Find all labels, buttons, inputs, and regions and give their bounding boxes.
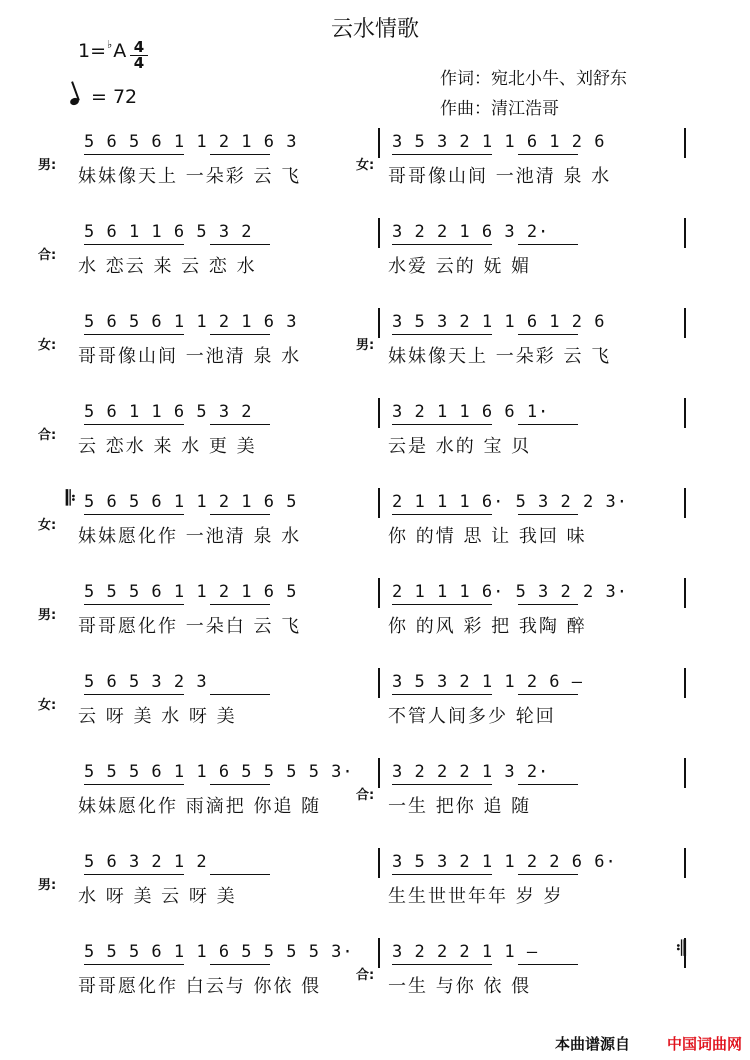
measure-notes-a: 5 5 5 6 1 1 2 1 6 5 — [84, 582, 298, 602]
measure-notes-b: 3 5 3 2 1 1 6 1 2 6 — [392, 132, 606, 152]
beam-b — [392, 784, 492, 785]
composer-credit: 作曲：清江浩哥 — [440, 99, 559, 119]
beam-a — [84, 244, 184, 245]
measure-notes-a: 5 6 5 6 1 1 2 1 6 5 — [84, 492, 298, 512]
lyrics-line-a: 哥哥像山间 一池清 泉 水 — [78, 346, 302, 367]
lyrics-line-a: 水 呀 美 云 呀 美 — [78, 886, 237, 907]
beam-b2 — [518, 424, 578, 425]
beam-b2 — [518, 244, 578, 245]
beam-b2 — [518, 604, 578, 605]
barline-middle — [378, 398, 380, 428]
key-note: A — [113, 40, 127, 62]
beam-b — [392, 244, 492, 245]
singer-role-a: 男: — [38, 158, 57, 173]
lyrics-line-a: 云 呀 美 水 呀 美 — [78, 706, 237, 727]
time-denominator: 4 — [130, 55, 148, 71]
barline-end — [684, 398, 686, 428]
lyrics-line-b: 你 的风 彩 把 我陶 醉 — [388, 616, 587, 637]
singer-role-a: 女: — [38, 518, 57, 533]
lyrics-line-a: 哥哥愿化作 一朵白 云 飞 — [78, 616, 302, 637]
repeat-end-icon: 𝄇 — [676, 936, 686, 960]
quarter-note-icon — [69, 97, 80, 107]
beam-a2 — [210, 424, 270, 425]
measure-notes-a: 5 6 1 1 6 5 3 2 — [84, 222, 253, 242]
measure-notes-b: 3 5 3 2 1 1 6 1 2 6 — [392, 312, 606, 332]
tempo-marking — [70, 86, 137, 108]
barline-end — [684, 578, 686, 608]
barline-end — [684, 308, 686, 338]
measure-notes-b: 3 2 2 2 1 1 — — [392, 942, 539, 962]
measure-notes-b: 2 1 1 1 6· 5 3 2 2 3· — [392, 582, 628, 602]
tempo-value: = 72 — [91, 86, 138, 108]
time-numerator: 4 — [133, 38, 145, 56]
barline-middle — [378, 128, 380, 158]
lyrics-line-a: 妹妹像天上 一朵彩 云 飞 — [78, 166, 302, 187]
lyrics-line-b: 哥哥像山间 一池清 泉 水 — [388, 166, 612, 187]
measure-notes-a: 5 6 3 2 1 2 — [84, 852, 208, 872]
beam-a — [84, 154, 184, 155]
measure-notes-a: 5 5 5 6 1 1 6 5 5 5 5 3· — [84, 942, 354, 962]
beam-b2 — [518, 334, 578, 335]
lyrics-line-b: 妹妹像天上 一朵彩 云 飞 — [388, 346, 612, 367]
beam-a — [84, 334, 184, 335]
singer-role-b: 合: — [356, 788, 375, 803]
beam-a2 — [210, 604, 270, 605]
source-label: 本曲谱源自 — [554, 1035, 630, 1053]
barline-middle — [378, 938, 380, 968]
key-signature — [78, 40, 126, 62]
measure-notes-b: 2 1 1 1 6· 5 3 2 2 3· — [392, 492, 628, 512]
measure-notes-b: 3 2 1 1 6 6 1· — [392, 402, 550, 422]
beam-a — [84, 424, 184, 425]
beam-a2 — [210, 694, 270, 695]
beam-a2 — [210, 514, 270, 515]
beam-b — [392, 604, 492, 605]
beam-b — [392, 964, 492, 965]
lyrics-line-a: 妹妹愿化作 一池清 泉 水 — [78, 526, 302, 547]
beam-a2 — [210, 874, 270, 875]
barline-middle — [378, 578, 380, 608]
barline-end — [684, 758, 686, 788]
beam-b2 — [518, 514, 578, 515]
beam-a2 — [210, 334, 270, 335]
repeat-start-icon: 𝄆 — [66, 486, 76, 510]
lyrics-line-b: 生生世世年年 岁 岁 — [388, 886, 564, 907]
measure-notes-a: 5 6 1 1 6 5 3 2 — [84, 402, 253, 422]
singer-role-a: 女: — [38, 338, 57, 353]
barline-end — [684, 848, 686, 878]
measure-notes-b: 3 2 2 2 1 3 2· — [392, 762, 550, 782]
barline-middle — [378, 488, 380, 518]
barline-middle — [378, 758, 380, 788]
lyrics-line-a: 妹妹愿化作 雨滴把 你追 随 — [78, 796, 322, 817]
lyrics-line-b: 一生 与你 依 偎 — [388, 976, 532, 997]
beam-b2 — [518, 154, 578, 155]
measure-notes-b: 3 5 3 2 1 1 2 6 — — [392, 672, 583, 692]
barline-end — [684, 128, 686, 158]
lyrics-line-a: 哥哥愿化作 白云与 你依 偎 — [78, 976, 322, 997]
singer-role-a: 男: — [38, 608, 57, 623]
barline-end — [684, 488, 686, 518]
measure-notes-a: 5 6 5 6 1 1 2 1 6 3 — [84, 132, 298, 152]
source-site: 中国词曲网 — [666, 1035, 742, 1053]
singer-role-b: 男: — [356, 338, 375, 353]
lyrics-line-b: 不管人间多少 轮回 — [388, 706, 556, 727]
beam-a2 — [210, 964, 270, 965]
beam-b — [392, 694, 492, 695]
singer-role-b: 合: — [356, 968, 375, 983]
barline-end — [684, 218, 686, 248]
lyrics-line-b: 一生 把你 追 随 — [388, 796, 532, 817]
barline-middle — [378, 308, 380, 338]
lyrics-line-b: 你 的情 思 让 我回 味 — [388, 526, 587, 547]
page-title: 云水情歌 — [330, 17, 419, 42]
lyrics-line-b: 水爱 云的 妩 媚 — [388, 256, 532, 277]
beam-b — [392, 514, 492, 515]
singer-role-a: 男: — [38, 878, 57, 893]
beam-a — [84, 784, 184, 785]
flat-sign: ♭ — [107, 38, 113, 51]
beam-b — [392, 424, 492, 425]
barline-middle — [378, 668, 380, 698]
beam-b2 — [518, 784, 578, 785]
singer-role-b: 女: — [356, 158, 375, 173]
measure-notes-a: 5 6 5 3 2 3 — [84, 672, 208, 692]
measure-notes-b: 3 2 2 1 6 3 2· — [392, 222, 550, 242]
beam-a2 — [210, 784, 270, 785]
beam-b — [392, 874, 492, 875]
lyrics-line-a: 水 恋云 来 云 恋 水 — [78, 256, 257, 277]
beam-a — [84, 694, 184, 695]
beam-b — [392, 154, 492, 155]
barline-end — [684, 668, 686, 698]
lyrics-line-a: 云 恋水 来 水 更 美 — [78, 436, 257, 457]
beam-a2 — [210, 154, 270, 155]
measure-notes-a: 5 5 5 6 1 1 6 5 5 5 5 3· — [84, 762, 354, 782]
singer-role-a: 女: — [38, 698, 57, 713]
key-prefix: 1= — [78, 40, 107, 62]
beam-a — [84, 964, 184, 965]
beam-a — [84, 514, 184, 515]
measure-notes-a: 5 6 5 6 1 1 2 1 6 3 — [84, 312, 298, 332]
lyrics-line-b: 云是 水的 宝 贝 — [388, 436, 532, 457]
lyricist-credit: 作词：宛北小牛、刘舒东 — [440, 69, 627, 89]
beam-b2 — [518, 874, 578, 875]
singer-role-a: 合: — [38, 428, 57, 443]
beam-b2 — [518, 964, 578, 965]
beam-a — [84, 604, 184, 605]
singer-role-a: 合: — [38, 248, 57, 263]
beam-a — [84, 874, 184, 875]
beam-a2 — [210, 244, 270, 245]
barline-middle — [378, 848, 380, 878]
beam-b2 — [518, 694, 578, 695]
time-signature — [130, 40, 148, 71]
measure-notes-b: 3 5 3 2 1 1 2 2 6 6· — [392, 852, 617, 872]
beam-b — [392, 334, 492, 335]
barline-middle — [378, 218, 380, 248]
